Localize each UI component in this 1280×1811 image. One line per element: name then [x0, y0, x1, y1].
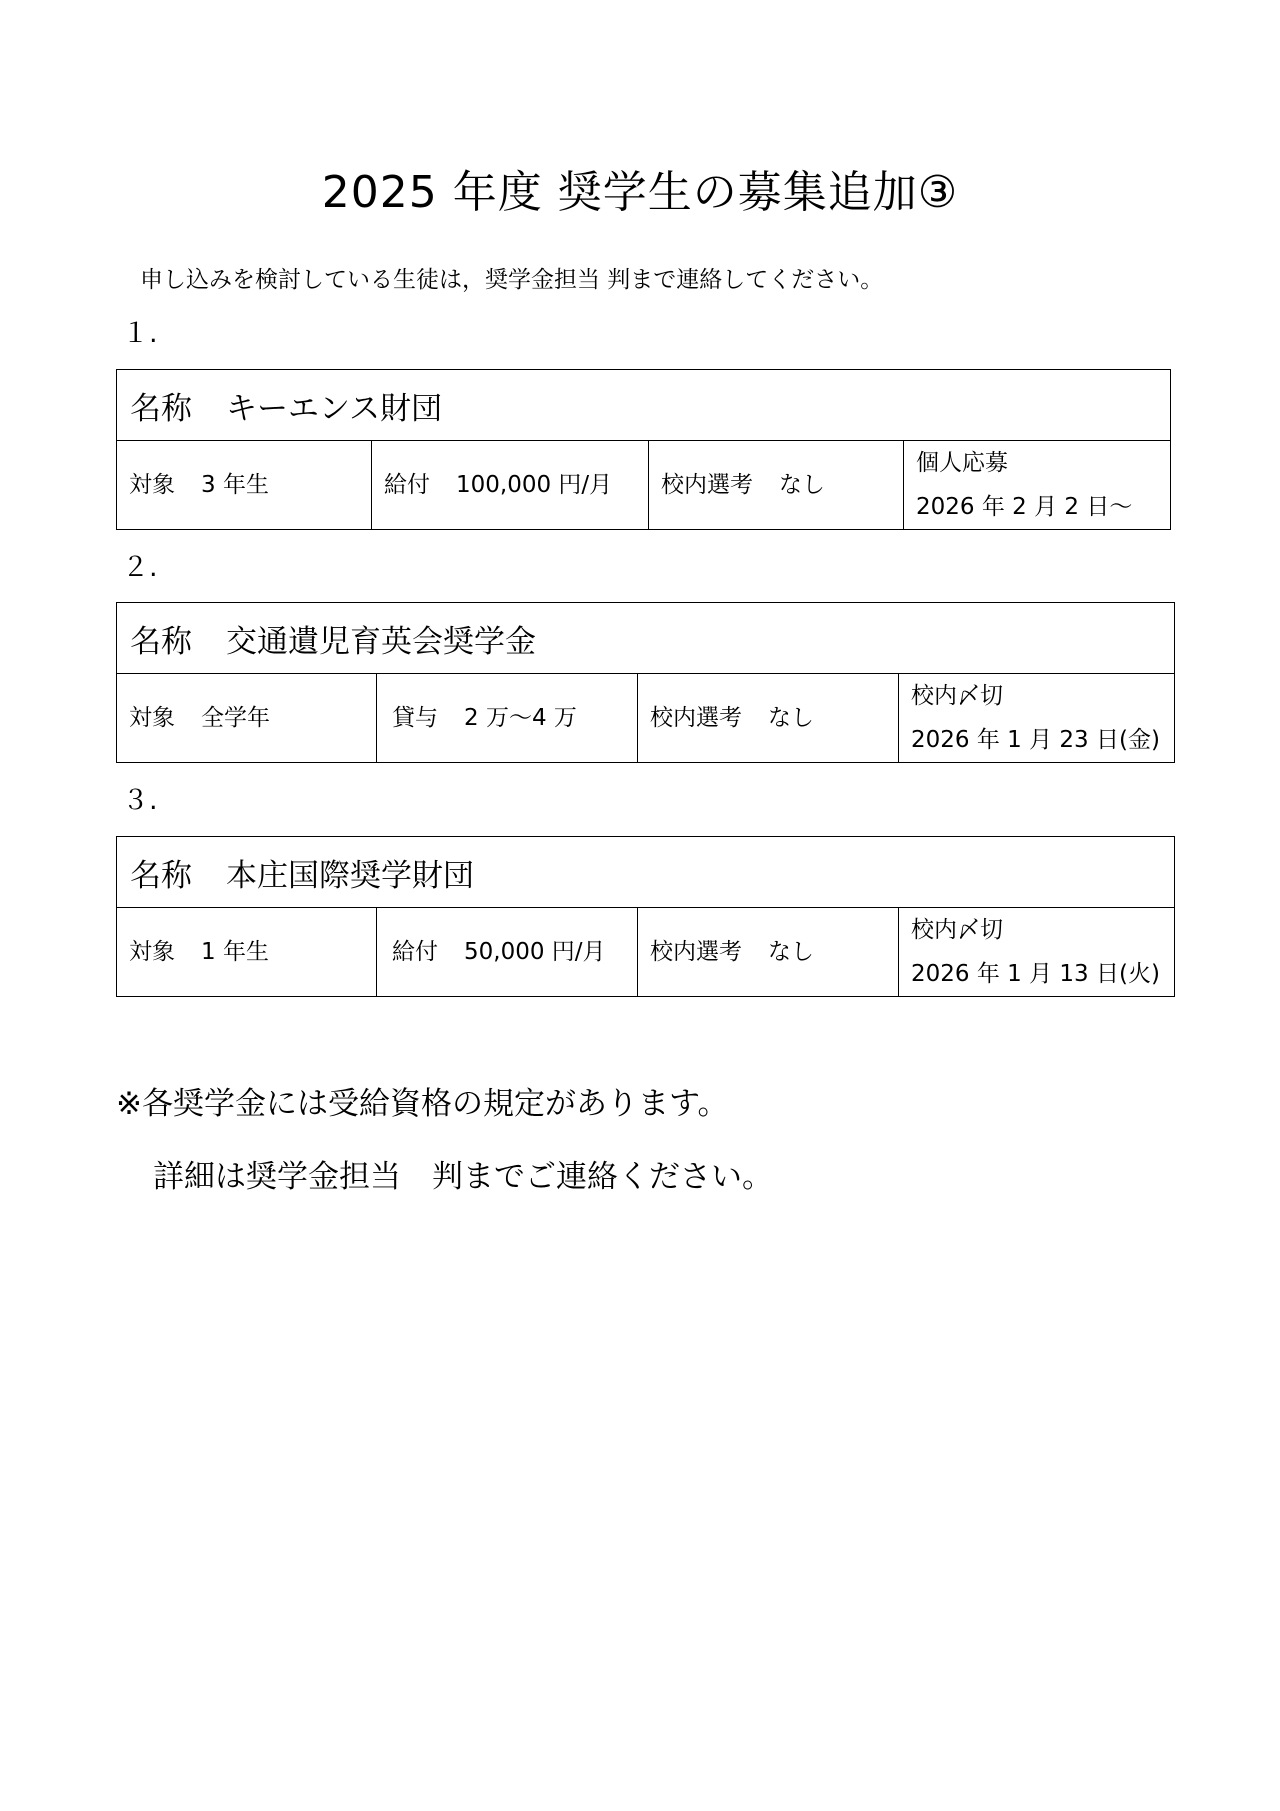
scholarship-name: キーエンス財団 [226, 390, 443, 427]
scholarship-detail-row [117, 908, 1174, 996]
selection-label: 校内選考 [650, 939, 742, 965]
target-label: 対象 [129, 472, 175, 498]
deadline-label: 校内〆切 [911, 917, 1003, 943]
deadline-label: 個人応募 [916, 450, 1008, 476]
scholarship-table-3 [116, 836, 1175, 997]
scholarship-name-row [117, 603, 1174, 674]
scholarship-detail-row [117, 674, 1174, 762]
selection-cell [649, 441, 904, 529]
deadline-value: 2026 年 1 月 23 日(金) [911, 727, 1160, 753]
amount-value: 100,000 円/月 [456, 472, 613, 498]
page-title: 2025 年度 奨学生の募集追加③ [321, 167, 959, 218]
target-value: 3 年生 [201, 472, 269, 498]
amount-cell [377, 674, 638, 762]
scholarship-detail-row [117, 441, 1170, 529]
target-value: 1 年生 [201, 939, 269, 965]
selection-label: 校内選考 [650, 705, 742, 731]
intro-text: 申し込みを検討している生徒は，奨学金担当 判まで連絡してください。 [140, 267, 884, 293]
item-number-3: ３. [122, 785, 158, 816]
selection-label: 校内選考 [661, 472, 753, 498]
amount-cell [372, 441, 649, 529]
amount-label: 貸与 [392, 705, 438, 731]
selection-cell [638, 908, 899, 996]
target-label: 対象 [129, 705, 175, 731]
target-cell [117, 908, 377, 996]
name-label: 名称 [130, 623, 192, 660]
scholarship-name-row [117, 837, 1174, 908]
amount-cell [377, 908, 638, 996]
target-cell [117, 674, 377, 762]
selection-value: なし [768, 705, 814, 731]
deadline-cell [899, 674, 1174, 762]
scholarship-table-2 [116, 602, 1175, 763]
selection-value: なし [779, 472, 825, 498]
amount-label: 給付 [392, 939, 438, 965]
deadline-label: 校内〆切 [911, 683, 1003, 709]
selection-value: なし [768, 939, 814, 965]
scholarship-name-row [117, 370, 1170, 441]
item-number-1: １. [122, 318, 158, 349]
amount-label: 給付 [384, 472, 430, 498]
target-label: 対象 [129, 939, 175, 965]
name-label: 名称 [130, 857, 192, 894]
target-cell [117, 441, 372, 529]
deadline-value: 2026 年 2 月 2 日～ [916, 494, 1133, 520]
eligibility-note: ※各奨学金には受給資格の規定があります。 [116, 1086, 729, 1122]
scholarship-table-1 [116, 369, 1171, 530]
selection-cell [638, 674, 899, 762]
target-value: 全学年 [201, 705, 270, 731]
deadline-cell [899, 908, 1174, 996]
item-number-2: ２. [122, 552, 158, 583]
scholarship-name: 本庄国際奨学財団 [226, 857, 474, 894]
contact-note: 詳細は奨学金担当 判までご連絡ください。 [153, 1159, 773, 1195]
amount-value: 50,000 円/月 [464, 939, 606, 965]
scholarship-name: 交通遺児育英会奨学金 [226, 623, 536, 660]
deadline-value: 2026 年 1 月 13 日(火) [911, 961, 1160, 987]
name-label: 名称 [130, 390, 192, 427]
deadline-cell [904, 441, 1170, 529]
amount-value: 2 万～4 万 [464, 705, 577, 731]
